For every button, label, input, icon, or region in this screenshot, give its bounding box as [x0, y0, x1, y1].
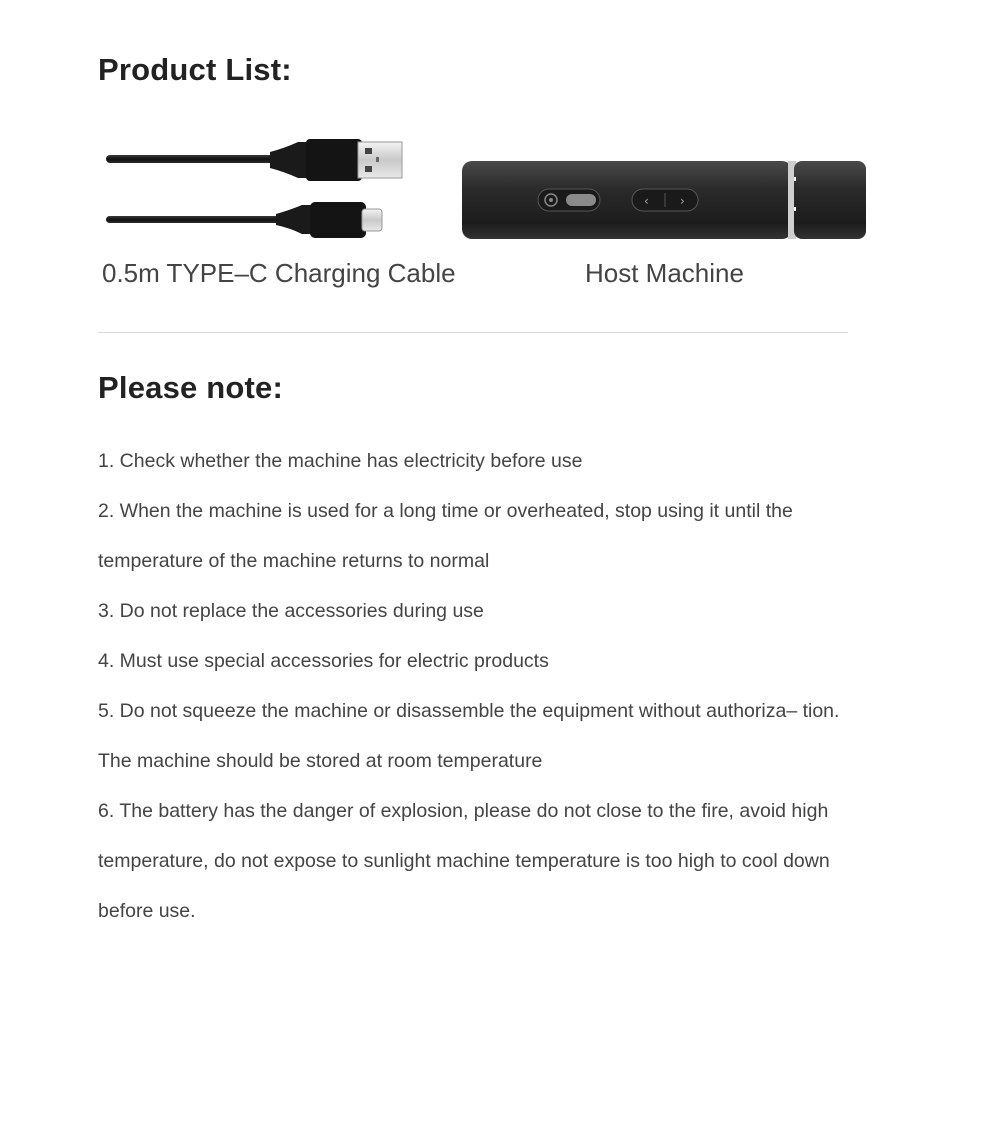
product-list-title: Product List: — [98, 52, 292, 87]
svg-text:‹: ‹ — [644, 194, 649, 208]
note-item: 3. Do not replace the accessories during use — [98, 600, 484, 622]
please-note-title: Please note: — [98, 370, 284, 405]
svg-text:›: › — [680, 194, 685, 208]
cable-caption: 0.5m TYPE–C Charging Cable — [102, 258, 456, 288]
section-divider — [98, 332, 848, 333]
note-item: 6. The battery has the danger of explosion, please do not close to the fire, avoid high temperature, do not expose to sunlight machine temperature is too high to cool down before use. — [98, 800, 830, 922]
usb-type-c-cable-image — [100, 130, 410, 240]
note-item: 4. Must use special accessories for electric products — [98, 650, 549, 672]
note-item: 2. When the machine is used for a long time or overheated, stop using it until the temperature of the machine returns to normal — [98, 500, 793, 572]
host-machine-image — [458, 155, 870, 247]
note-item: 5. Do not squeeze the machine or disassemble the equipment without authoriza– tion. The machine should be stored at room temperature — [98, 700, 840, 772]
note-item: 1. Check whether the machine has electricity before use — [98, 450, 583, 472]
notes-list — [98, 436, 878, 936]
host-machine-caption: Host Machine — [585, 258, 744, 288]
